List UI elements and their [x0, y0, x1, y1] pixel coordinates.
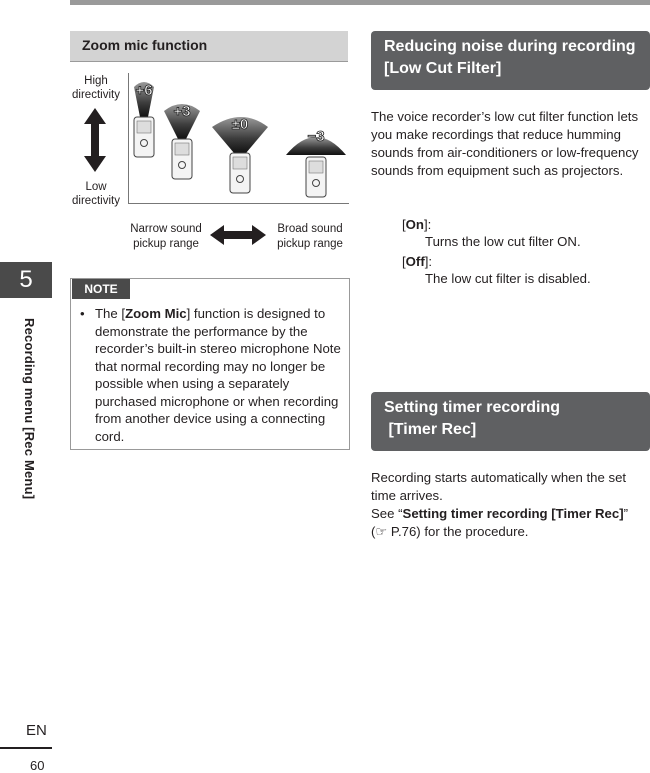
- timer-heading: [371, 392, 650, 451]
- level-label: +6: [135, 82, 153, 99]
- option-on-name: On: [405, 217, 424, 232]
- option-on-label: [On]:: [402, 217, 432, 232]
- recorder-device-icon: [134, 117, 154, 157]
- directivity-arrow-icon: [84, 108, 106, 172]
- note-badge: NOTE: [72, 279, 130, 299]
- option-off-name: Off: [405, 254, 425, 269]
- low-cut-heading-text: Reducing noise during recording [Low Cut Filter]: [384, 38, 636, 77]
- recorder-device-icon: [230, 153, 250, 193]
- broad-range-label: Broad sound pickup range: [277, 223, 343, 250]
- option-off-label: [Off]:: [402, 254, 433, 269]
- low-directivity-label: Low directivity: [72, 181, 120, 207]
- narrow-range-label: Narrow sound pickup range: [130, 223, 202, 250]
- recorder-device-icon: [172, 139, 192, 179]
- option-on-desc: Turns the low cut filter ON.: [425, 234, 581, 249]
- timer-see: [371, 505, 650, 523]
- low-cut-intro: The voice recorder’s low cut filter function lets you make recordings that reduce humming sounds from air-conditioners or low-frequency sounds from equipment such as projectors.: [371, 109, 639, 178]
- timer-see-suffix: ”: [623, 506, 628, 521]
- recorder-device-icon: [306, 157, 326, 197]
- timer-ref: (☞ P.76) for the procedure.: [371, 524, 529, 539]
- chapter-side-label: [22, 318, 46, 498]
- language-rule: [0, 747, 52, 749]
- note-bullet: •: [80, 306, 85, 321]
- page-number: 60: [30, 758, 45, 773]
- note-text-post: ] function is designed to demonstrate the performance by the recorder’s built-in stereo microphone Note that normal recording may no longer be possible when using a separately purchased microphone or when recording from another device using a connecting cord.: [95, 306, 341, 444]
- timer-heading-text: Setting timer recording [Timer Rec]: [384, 399, 561, 438]
- zoom-diagram: [128, 73, 350, 203]
- note-text-pre: The [: [95, 306, 126, 321]
- language-label: EN: [26, 722, 47, 739]
- note-text-bold: Zoom Mic: [125, 306, 187, 321]
- top-rule: [70, 0, 650, 5]
- chapter-side-label-text: Recording menu [Rec Menu]: [22, 318, 37, 500]
- timer-intro: Recording starts automatically when the set time arrives.: [371, 470, 627, 503]
- level-label: −3: [307, 128, 325, 145]
- chapter-tab: 5: [0, 262, 52, 298]
- timer-link[interactable]: Setting timer recording [Timer Rec]: [402, 506, 624, 521]
- zoom-mic-heading: [70, 31, 348, 62]
- level-label: ±0: [231, 116, 249, 133]
- option-off-desc: The low cut filter is disabled.: [425, 271, 591, 286]
- note-text: [80, 305, 342, 445]
- timer-see-prefix: See “: [371, 506, 403, 521]
- range-arrow-icon: [210, 225, 266, 245]
- zoom-mic-heading-text: Zoom mic function: [82, 37, 208, 53]
- low-cut-heading: [371, 31, 650, 90]
- high-directivity-label: High directivity: [72, 75, 120, 101]
- level-label: +3: [173, 103, 191, 120]
